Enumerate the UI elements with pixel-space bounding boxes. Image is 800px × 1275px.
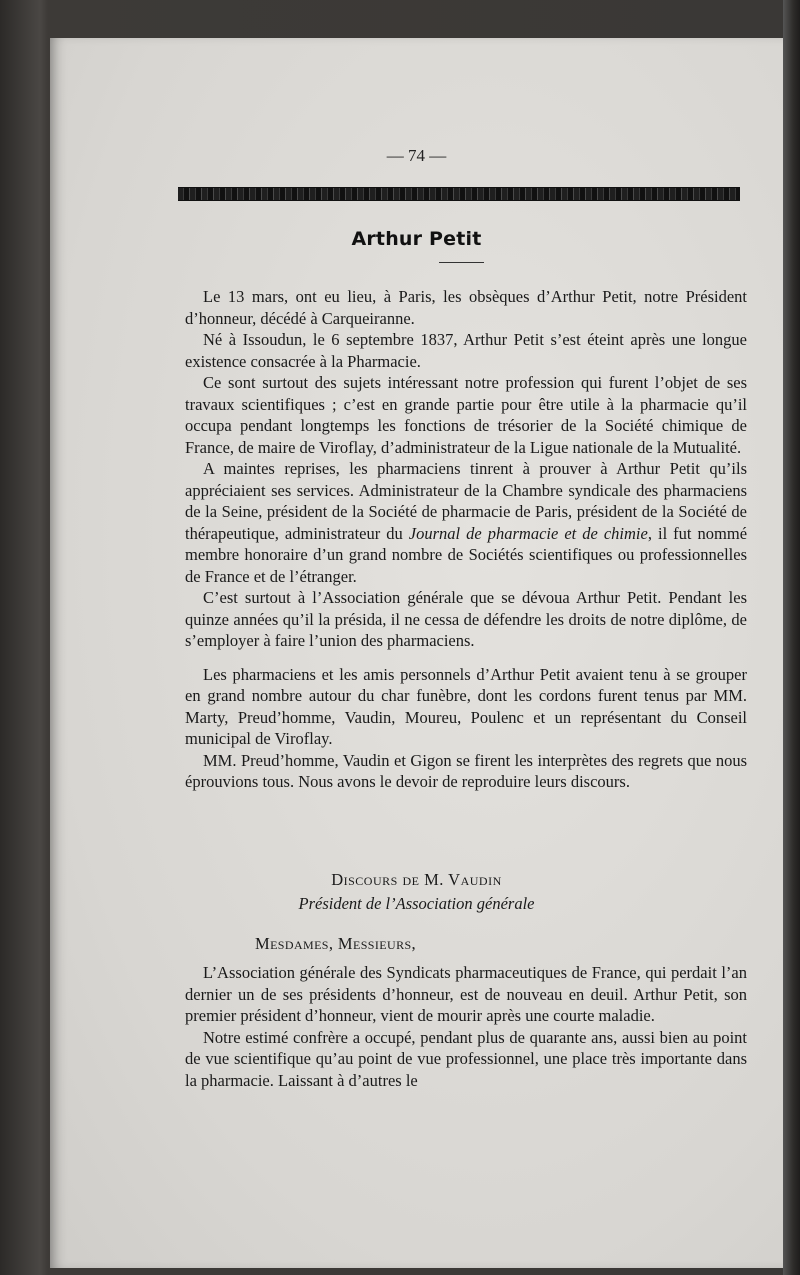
paragraph: Les pharmaciens et les amis personnels d’Arthur Petit avaient tenu à se grouper en grand nombre autour du char funèbre, dont les cordons furent tenus par MM. Marty, Preud’homme, Vaudin, Moureu, Poulenc et un représentant du Conseil municipal de Viroflay. bbox=[185, 664, 747, 748]
paragraph: C’est surtout à l’Association générale que se dévoua Arthur Petit. Pendant les quinze années qu’il la présida, il ne cessa de défendre les droits de notre diplôme, de s’employer à faire l’union des pharmaciens. bbox=[185, 588, 747, 650]
paragraph: MM. Preud’homme, Vaudin et Gigon se firent les interprètes des regrets que nous éprouvions tous. Nous avons le devoir de reproduire leurs discours. bbox=[185, 750, 747, 791]
speech-body bbox=[185, 962, 747, 1091]
paragraph-text: A maintes reprises, les pharmaciens tinrent à prouver à Arthur Petit qu’ils appréciaient ses services. Administrateur de la Chambre syndicale des pharmaciens de la Seine, président de la Société de pharmacie de Paris, président de la Société de thérapeutique, administrateur du bbox=[185, 459, 747, 543]
paragraph-text: , il fut nommé membre honoraire d’un grand nombre de Sociétés scientifiques ou professionnelles de France et de l’étranger. bbox=[185, 523, 748, 586]
paragraph: Notre estimé confrère a occupé, pendant plus de quarante ans, aussi bien au point de vue scientifique qu’au point de vue professionnel, une place très importante dans la pharmacie. Laissant à d’autres le bbox=[185, 1027, 747, 1090]
title-underline bbox=[439, 262, 484, 263]
adjacent-page-edge bbox=[783, 0, 800, 1275]
salutation: Mesdames, Messieurs, bbox=[255, 934, 417, 953]
paragraph: L’Association générale des Syndicats pharmaceutiques de France, qui perdait l’an dernier un de ses présidents d’honneur, est de nouveau en deuil. Arthur Petit, son premier président d’honneur, vient de mourir après une courte maladie. bbox=[185, 963, 747, 1025]
paragraph-gap bbox=[185, 652, 747, 664]
paragraph: Le 13 mars, ont eu lieu, à Paris, les obsèques d’Arthur Petit, notre Président d’honneur, décédé à Carqueiranne. bbox=[185, 287, 747, 328]
paragraph: Ce sont surtout des sujets intéressant notre profession qui furent l’objet de ses travaux scientifiques ; c’est en grande partie pour être utile à la pharmacie qu’il occupa pendant longtemps les fonctions de trésorier de la Société chimique de France, de maire de Viroflay, d’administrateur de la Ligue nationale de la Mutualité. bbox=[185, 373, 747, 457]
speech-heading: Discours de M. Vaudin bbox=[331, 870, 502, 889]
paragraph: Né à Issoudun, le 6 septembre 1837, Arthur Petit s’est éteint après une longue existence consacrée à la Pharmacie. bbox=[185, 330, 747, 371]
journal-title: Journal de pharmacie et de chimie bbox=[408, 523, 648, 543]
paragraph bbox=[185, 458, 747, 587]
article-title: Arthur Petit bbox=[351, 228, 482, 250]
page-number: — 74 — bbox=[386, 146, 447, 165]
document-page bbox=[50, 38, 783, 1268]
decorative-header-rule bbox=[178, 187, 740, 201]
speech-subheading: Président de l’Association générale bbox=[298, 894, 535, 913]
article-body bbox=[185, 286, 747, 793]
